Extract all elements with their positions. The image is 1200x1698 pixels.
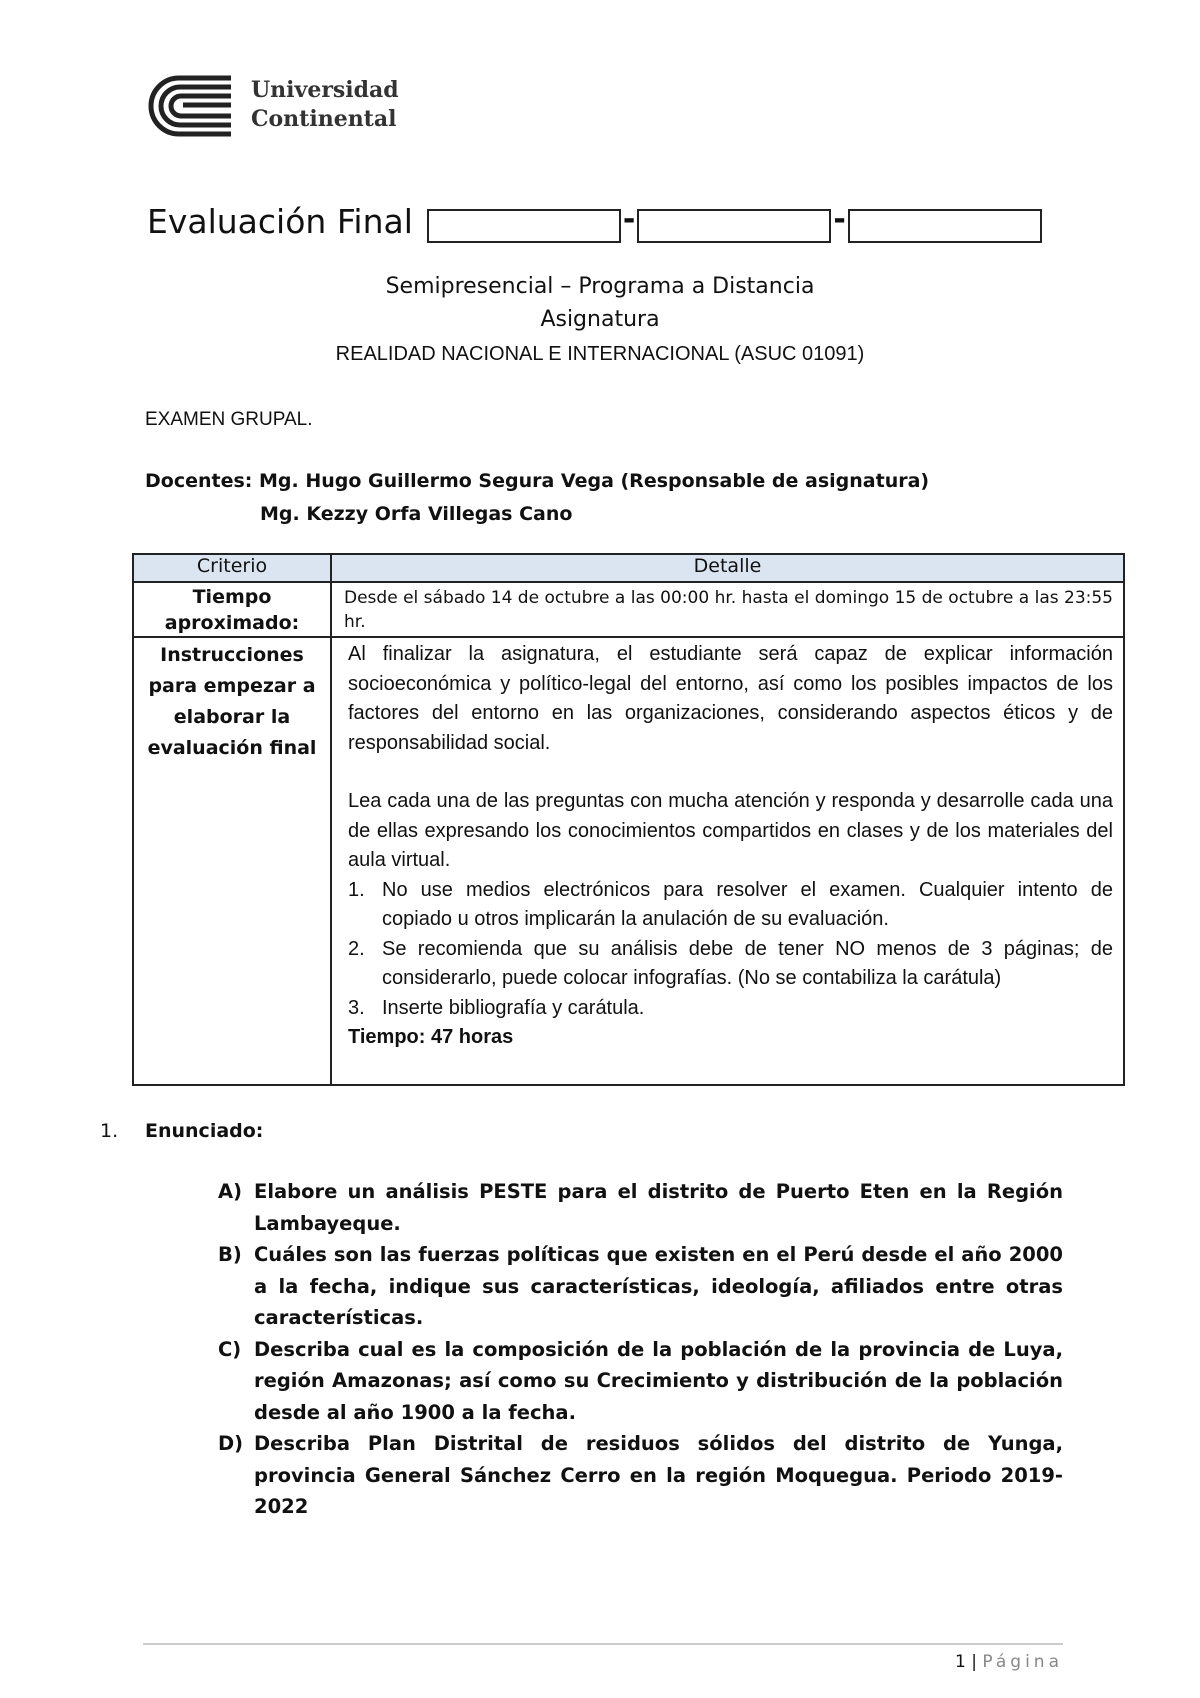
instructions-paragraph-1: Al finalizar la asignatura, el estudiante será capaz de explicar información socioeconómica y político-legal del entorno, así como los posibles impactos de los factores del entorno en las organizaciones, considerando aspectos éticos y de responsabilidad social. [348, 643, 1113, 754]
list-item: 2. Se recomienda que su análisis debe de tener NO menos de 3 páginas; de considerarlo, puede colocar infografías. (No se contabiliza la carátula) [348, 937, 1113, 989]
date-box-3 [848, 209, 1042, 243]
list-item: 1. No use medios electrónicos para resolver el examen. Cualquier intento de copiado u otros implicarán la anulación de su evaluación. [348, 878, 1113, 930]
teachers-line-2: Mg. Kezzy Orfa Villegas Cano [260, 503, 573, 525]
date-box-2 [637, 209, 831, 243]
teachers-line-1: Docentes: Mg. Hugo Guillermo Segura Vega (Responsable de asignatura) [145, 470, 930, 492]
questions-list [218, 1176, 1063, 1523]
page-number: 1 [955, 1652, 966, 1672]
table-row [133, 582, 1124, 637]
title-row [147, 196, 1042, 246]
table-header-row [133, 554, 1124, 582]
date-box-1 [427, 209, 621, 243]
university-logo [143, 70, 403, 140]
logo-line-1: Universidad [251, 77, 399, 103]
question-c: C) Describa cual es la composición de la población de la provincia de Luya, región Amazonas; así como su Crecimiento y distribución de la población desde al año 1900 a la fecha. [218, 1337, 1063, 1424]
instructions-list [348, 876, 1113, 1024]
header-criterio: Criterio [133, 554, 331, 582]
detail-instructions [331, 637, 1124, 1085]
list-item: 3. Inserte bibliografía y carátula. [348, 996, 645, 1019]
page-footer [940, 1652, 1063, 1672]
subject-label: Asignatura [540, 307, 660, 332]
page-title: Evaluación Final [147, 201, 413, 241]
header-detalle: Detalle [331, 554, 1124, 582]
detail-time: Desde el sábado 14 de octubre a las 00:00 hr. hasta el domingo 15 de octubre a las 23:55 hr. [331, 582, 1124, 637]
question-a: A) Elabore un análisis PESTE para el distrito de Puerto Eten en la Región Lambayeque. [218, 1180, 1063, 1235]
criterion-time: Tiempo aproximado: [133, 582, 331, 637]
footer-divider [143, 1643, 1063, 1645]
table-row [133, 637, 1124, 1085]
page-label: Página [982, 1652, 1063, 1672]
question-b: B) Cuáles son las fuerzas políticas que existen en el Perú desde el año 2000 a la fecha, indique sus características, ideología, afiliados entre otras características. [218, 1243, 1063, 1329]
page-separator: | [971, 1652, 977, 1672]
exam-type: EXAMEN GRUPAL. [145, 409, 313, 430]
criterion-instructions: Instrucciones para empezar a elaborar la evaluación final [133, 637, 331, 1085]
date-dash-2: - [833, 201, 846, 237]
criteria-table [132, 553, 1125, 1086]
university-name [251, 76, 399, 134]
date-dash-1: - [622, 201, 636, 237]
instructions-paragraph-2: Lea cada una de las preguntas con mucha atención y responda y desarrolle cada una de ellas expresando los conocimientos compartidos en clases y de los materiales del aula virtual. [348, 790, 1113, 871]
logo-line-2: Continental [251, 106, 397, 132]
university-logo-icon [143, 70, 238, 140]
statement-title: Enunciado: [145, 1120, 264, 1142]
total-time: Tiempo: 47 horas [348, 1026, 514, 1048]
subject-name: REALIDAD NACIONAL E INTERNACIONAL (ASUC 01091) [335, 343, 865, 365]
statement-number: 1. [100, 1120, 119, 1142]
question-d: D) Describa Plan Distrital de residuos sólidos del distrito de Yunga, provincia General Sánchez Cerro en la región Moquegua. Periodo 2019-2022 [218, 1432, 1063, 1518]
modality-subtitle: Semipresencial – Programa a Distancia [385, 274, 815, 299]
